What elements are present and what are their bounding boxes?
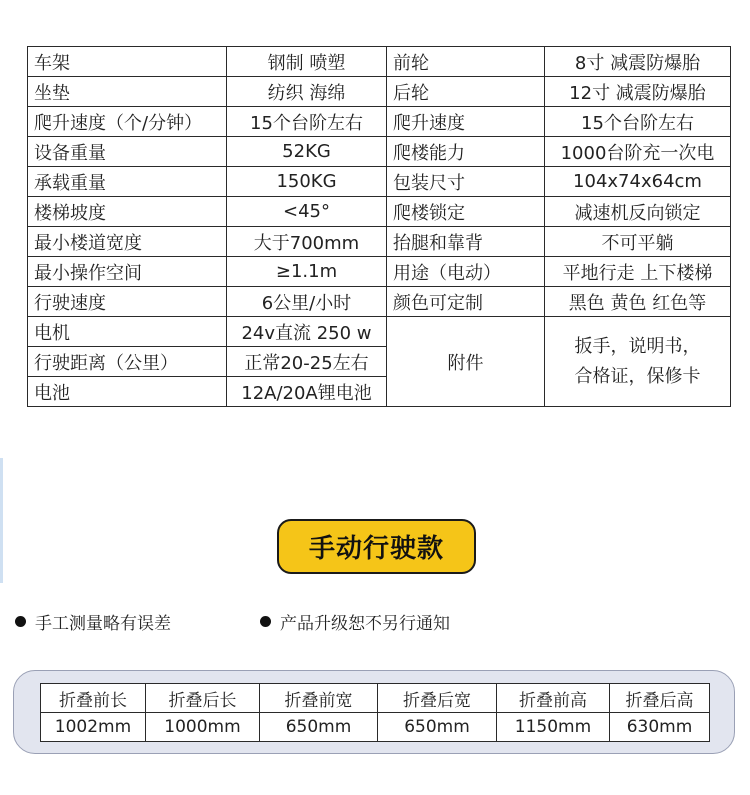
note-item bbox=[15, 609, 171, 634]
spec-value: 15个台阶左右 bbox=[227, 107, 387, 137]
table-row bbox=[28, 77, 731, 107]
column-header: 折叠后宽 bbox=[378, 684, 497, 713]
spec-value: 6公里/小时 bbox=[227, 287, 387, 317]
column-header: 折叠前宽 bbox=[260, 684, 378, 713]
spec-key: 爬升速度（个/分钟） bbox=[28, 107, 227, 137]
spec-value: 104x74x64cm bbox=[545, 167, 731, 197]
spec-table bbox=[27, 46, 731, 407]
note-item bbox=[260, 609, 450, 634]
table-cell: 650mm bbox=[378, 713, 497, 742]
spec-value: 正常20-25左右 bbox=[227, 347, 387, 377]
table-row bbox=[28, 137, 731, 167]
table-cell: 1150mm bbox=[497, 713, 610, 742]
spec-value: 不可平躺 bbox=[545, 227, 731, 257]
spec-key: 电池 bbox=[28, 377, 227, 407]
spec-key: 包装尺寸 bbox=[387, 167, 545, 197]
table-cell: 650mm bbox=[260, 713, 378, 742]
spec-key: 承载重量 bbox=[28, 167, 227, 197]
spec-key: 抬腿和靠背 bbox=[387, 227, 545, 257]
spec-key: 坐垫 bbox=[28, 77, 227, 107]
spec-key: 车架 bbox=[28, 47, 227, 77]
spec-key: 爬楼能力 bbox=[387, 137, 545, 167]
spec-value: 12A/20A锂电池 bbox=[227, 377, 387, 407]
bullet-icon bbox=[260, 616, 271, 627]
column-header: 折叠前高 bbox=[497, 684, 610, 713]
table-row bbox=[28, 227, 731, 257]
column-header: 折叠前长 bbox=[41, 684, 146, 713]
spec-value: 1000台阶充一次电 bbox=[545, 137, 731, 167]
table-row bbox=[28, 287, 731, 317]
spec-key: 爬升速度 bbox=[387, 107, 545, 137]
spec-key: 最小操作空间 bbox=[28, 257, 227, 287]
spec-value: 8寸 减震防爆胎 bbox=[545, 47, 731, 77]
spec-key: 颜色可定制 bbox=[387, 287, 545, 317]
spec-key: 行驶速度 bbox=[28, 287, 227, 317]
spec-value: 52KG bbox=[227, 137, 387, 167]
spec-value: 12寸 减震防爆胎 bbox=[545, 77, 731, 107]
note-text: 手工测量略有误差 bbox=[35, 614, 171, 634]
section-title-badge bbox=[277, 519, 476, 574]
bullet-icon bbox=[15, 616, 26, 627]
spec-value: 纺织 海绵 bbox=[227, 77, 387, 107]
spec-key: 设备重量 bbox=[28, 137, 227, 167]
fold-dimensions-table bbox=[40, 683, 710, 742]
spec-value: 黑色 黄色 红色等 bbox=[545, 287, 731, 317]
spec-value: ≥1.1m bbox=[227, 257, 387, 287]
column-header: 折叠后长 bbox=[146, 684, 260, 713]
spec-key: 用途（电动） bbox=[387, 257, 545, 287]
spec-value: 钢制 喷塑 bbox=[227, 47, 387, 77]
spec-value: 150KG bbox=[227, 167, 387, 197]
spec-value: 大于700mm bbox=[227, 227, 387, 257]
spec-value: 15个台阶左右 bbox=[545, 107, 731, 137]
accessories-value bbox=[545, 317, 731, 407]
accessories-label: 附件 bbox=[387, 317, 545, 407]
table-cell: 1002mm bbox=[41, 713, 146, 742]
table-row bbox=[28, 317, 731, 347]
left-edge-accent bbox=[0, 458, 3, 583]
spec-value: <45° bbox=[227, 197, 387, 227]
spec-key: 行驶距离（公里） bbox=[28, 347, 227, 377]
spec-value: 24v直流 250 w bbox=[227, 317, 387, 347]
table-row bbox=[28, 167, 731, 197]
table-row bbox=[28, 257, 731, 287]
note-text: 产品升级恕不另行通知 bbox=[280, 614, 450, 634]
spec-key: 最小楼道宽度 bbox=[28, 227, 227, 257]
spec-value: 减速机反向锁定 bbox=[545, 197, 731, 227]
table-row bbox=[41, 713, 710, 742]
spec-key: 电机 bbox=[28, 317, 227, 347]
table-cell: 1000mm bbox=[146, 713, 260, 742]
table-row bbox=[28, 47, 731, 77]
spec-key: 楼梯坡度 bbox=[28, 197, 227, 227]
section-title: 手动行驶款 bbox=[308, 534, 444, 564]
column-header: 折叠后高 bbox=[610, 684, 710, 713]
spec-value: 平地行走 上下楼梯 bbox=[545, 257, 731, 287]
spec-key: 前轮 bbox=[387, 47, 545, 77]
table-row bbox=[28, 197, 731, 227]
table-cell: 630mm bbox=[610, 713, 710, 742]
table-header-row bbox=[41, 684, 710, 713]
spec-key: 后轮 bbox=[387, 77, 545, 107]
accessories-line: 扳手，说明书， bbox=[574, 335, 701, 357]
table-row bbox=[28, 107, 731, 137]
spec-key: 爬楼锁定 bbox=[387, 197, 545, 227]
accessories-line: 合格证，保修卡 bbox=[574, 365, 701, 387]
